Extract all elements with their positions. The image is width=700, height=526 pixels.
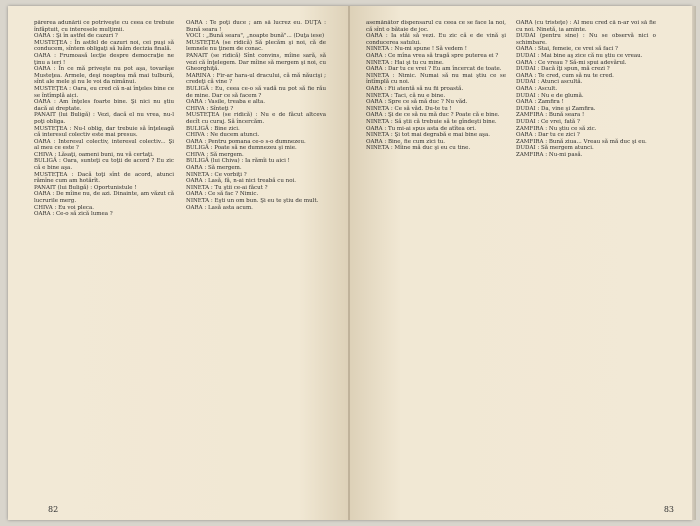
dialogue-line: DUDAI : Mai bine aş zice că nu ştiu ce vreau. <box>516 52 643 59</box>
dialogue-line: ZAMFIRA : Bună ziua... Vreau să mă duc şi eu. <box>516 138 647 145</box>
dialogue-line: MUSTEŢEA : Nu-l oblig, dar trebuie să înţeleagă că interesul colectiv este mai presus. <box>34 125 174 139</box>
dialogue-line: OARA : Te cred, cum să nu te cred. <box>516 72 614 79</box>
dialogue-line: BULIGĂ : Eu, ceea ce-o să vadă nu pot să fie rău de mine. Dar ce să facem ? <box>186 85 326 99</box>
dialogue-line: OARA : Interesul colectiv, interesul colectiv... Şi al meu ce este ? <box>34 138 174 152</box>
dialogue-line: părerea adunării ce potriveşte cu ceea ce trebuie înfăptuit, cu interesele mulţimii. <box>34 20 174 33</box>
right-page-column-2 <box>516 20 656 500</box>
right-page-column-1 <box>366 20 506 500</box>
dialogue-line: OARA : Lasă asta acum. <box>186 204 253 211</box>
dialogue-line: VOCI : „Bună seara", „noapte bună"... (Duţa iese) <box>186 33 325 40</box>
dialogue-line: MUSTEŢEA : Dacă toţi sînt de acord, atunci rămîne cum am hotărît. <box>34 171 174 185</box>
dialogue-line: OARA : Am înţeles foarte bine. Şi nici nu ştiu dacă ai dreptate. <box>34 99 174 112</box>
dialogue-line: NINETA : Hai şi tu cu mine. <box>366 59 444 66</box>
dialogue-line: asemănător dispensarul cu ceea ce se face la noi, că sînt o bătaie de joc. <box>366 20 506 33</box>
dialogue-line: OARA : Şi în astfel de cazuri ? <box>34 33 118 40</box>
dialogue-line: MUSTEŢEA : În astfel de cazuri noi, cei puşi să conducem, sîntem obligaţi să luăm decizia finală. <box>34 39 174 53</box>
dialogue-line: OARA : Te poţi duce ; am să lucrez eu. DUŢA : Bună seara ! <box>186 20 326 33</box>
dialogue-line: CHIVA : Ne ducem atunci. <box>186 132 260 139</box>
dialogue-line: OARA : Stai, femeie, ce vrei să faci ? <box>516 46 619 53</box>
dialogue-line: OARA : Ia stăi să vezi. Eu zic că e de vină şi conducerea satului. <box>366 33 506 46</box>
page-edge <box>692 6 696 520</box>
dialogue-line: DUDAI : Nu e de glumă. <box>516 92 584 99</box>
dialogue-line: OARA : Ce vreau ? Să-mi spui adevărul. <box>516 59 627 66</box>
dialogue-line: MARINA : Fir-ar hara-ul dracului, că mă năucişi ; credeţi că vine ? <box>186 72 326 86</box>
dialogue-line: NINETA : Mîine mă duc şi eu cu tine. <box>366 145 471 152</box>
dialogue-line: MUSTEŢEA (se ridică) : Nu e de făcut altceva decît cu curaj. Să încercăm. <box>186 112 326 125</box>
dialogue-line: OARA : Şi de ce să nu mă duc ? Poate că e bine. <box>366 112 500 119</box>
dialogue-line: OARA : Pentru pomana ce-o s-o dumnezeu. <box>186 138 306 145</box>
dialogue-line: ZAMFIRA : Nu ştiu ce să zic. <box>516 125 597 132</box>
dialogue-line: DUDAI (pentru sine) : Nu se observă nici o schimbare. <box>516 33 656 46</box>
dialogue-line: NINETA : Şi tot mai degrabă e mai bine aşa. <box>366 132 490 139</box>
dialogue-line: OARA : Dar tu ce vrei ? Eu am încercat de toate. <box>366 66 502 73</box>
dialogue-line: OARA : Fii atentă să nu fii proastă. <box>366 85 464 92</box>
dialogue-line: PANAIT (lui Buligă) : Oportunistule ! <box>34 184 137 191</box>
dialogue-line: MUSTEŢEA (se ridică) Să plecăm şi noi, că de lemnele nu ţinem de conac. <box>186 39 326 53</box>
dialogue-line: OARA : Spre ce să mă duc ? Nu văd. <box>366 99 468 106</box>
dialogue-line: NINETA : Ce să văd. Du-te tu ! <box>366 105 452 112</box>
dialogue-line: DUDAI : Da, vine şi Zamfira. <box>516 105 596 112</box>
dialogue-line: CHIVA : Să mergem. <box>186 151 244 158</box>
book-spread <box>8 6 692 520</box>
dialogue-line: OARA : Ce mîna vrea să tragă spre puterea ei ? <box>366 52 499 59</box>
dialogue-line: DUDAI : Ce vrei, fată ? <box>516 118 580 125</box>
dialogue-line: OARA : Tu mi-ai spus asta de atîtea ori. <box>366 125 477 132</box>
dialogue-line: OARA : Lasă, fă, n-ai nici treabă cu noi. <box>186 178 297 185</box>
dialogue-line: BULIGĂ : Oara, sunteţi cu toţii de acord ? Eu zic că e bine aşa. <box>34 158 174 172</box>
dialogue-line: CHIVA : Eu voi pleca. <box>34 204 94 211</box>
dialogue-line: OARA : Frumoasă lecţie despre democraţie ne ţinu a ieri ! <box>34 52 174 66</box>
dialogue-line: NINETA : Eşti un om bun. Şi eu te ştiu de mult. <box>186 198 319 205</box>
dialogue-line: CHIVA : Lăsaţi, oameni buni, nu vă certaţi. <box>34 151 154 158</box>
dialogue-line: PANAIT (se ridică) Sînt convins, mîine sară, să vezi că înţelegem. Dar mîine să mergem şi noi, cu Gheorghiţă. <box>186 52 326 73</box>
dialogue-line: OARA : Să mergem. <box>186 165 242 172</box>
right-page <box>350 6 692 520</box>
dialogue-line: NINETA : Tu ştii ce-ai făcut ? <box>186 184 268 191</box>
dialogue-line: ZAMFIRA : Nu-mi pasă. <box>516 151 583 158</box>
dialogue-line: NINETA : Ce vorbiţi ? <box>186 171 247 178</box>
dialogue-line: DUDAI : Atunci ascultă. <box>516 79 583 86</box>
dialogue-line: OARA : Dar tu ce zici ? <box>516 132 580 139</box>
dialogue-line: DUDAI : Să mergem atunci. <box>516 145 594 152</box>
dialogue-line: BULIGĂ : Poate să ne dumnezeu şi mie. <box>186 145 297 152</box>
left-page <box>8 6 350 520</box>
dialogue-line: OARA : În ce mă priveşte nu pot aşa, tovarăşe Musteţea. Armele, deşi noaptea mă mai tulbură, sînt ale mele şi nu le voi da nimănui. <box>34 66 174 86</box>
dialogue-line: OARA : Ce-o să zică lumea ? <box>34 211 113 218</box>
dialogue-line: BULIGĂ : Bine zici. <box>186 125 240 132</box>
left-page-column-1 <box>34 20 174 500</box>
dialogue-line: OARA : Bine, fie cum zici tu. <box>366 138 446 145</box>
dialogue-line: OARA (cu tristeţe) : Al meu cred că n-ar voi să fie cu noi. Ninetă, ia aminte. <box>516 20 656 33</box>
page-number-right: 83 <box>663 505 674 514</box>
dialogue-line: CHIVA : Sînteţi ? <box>186 105 234 112</box>
dialogue-line: OARA : Ce să fac ? Nimic. <box>186 191 259 198</box>
dialogue-line: OARA : Ascult. <box>516 85 558 92</box>
dialogue-line: NINETA : Nu-mi spune ! Să vedem ! <box>366 46 467 53</box>
dialogue-line: PANAIT (lui Buligă) : Vezi, dacă el nu vrea, nu-l poţi obliga. <box>34 112 174 125</box>
dialogue-line: NINETA : Să ştii că trebuie să te gîndeşti bine. <box>366 118 497 125</box>
dialogue-line: OARA : Vasile, treaba e alta. <box>186 99 265 106</box>
dialogue-line: ZAMFIRA : Bună seara ! <box>516 112 585 119</box>
page-number-left: 82 <box>48 505 59 514</box>
dialogue-line: NINETA : Taci, că nu e bine. <box>366 92 446 99</box>
dialogue-line: OARA : Zamfira ! <box>516 99 564 106</box>
left-page-column-2 <box>186 20 326 500</box>
dialogue-line: MUSTEŢEA : Oara, eu cred că n-ai înţeles bine ce se întîmplă aici. <box>34 85 174 99</box>
dialogue-line: NINETA : Nimic. Numai să nu mai ştiu ce se întîmplă cu noi. <box>366 72 506 86</box>
dialogue-line: DUDAI : Dacă îţi spun, mă crezi ? <box>516 66 610 73</box>
dialogue-line: OARA : De mîine nu, de azi. Dinainte, am văzut că lucrurile merg. <box>34 191 174 205</box>
dialogue-line: BULIGĂ (lui Chiva) : Ia rămîi tu aici ! <box>186 158 290 165</box>
